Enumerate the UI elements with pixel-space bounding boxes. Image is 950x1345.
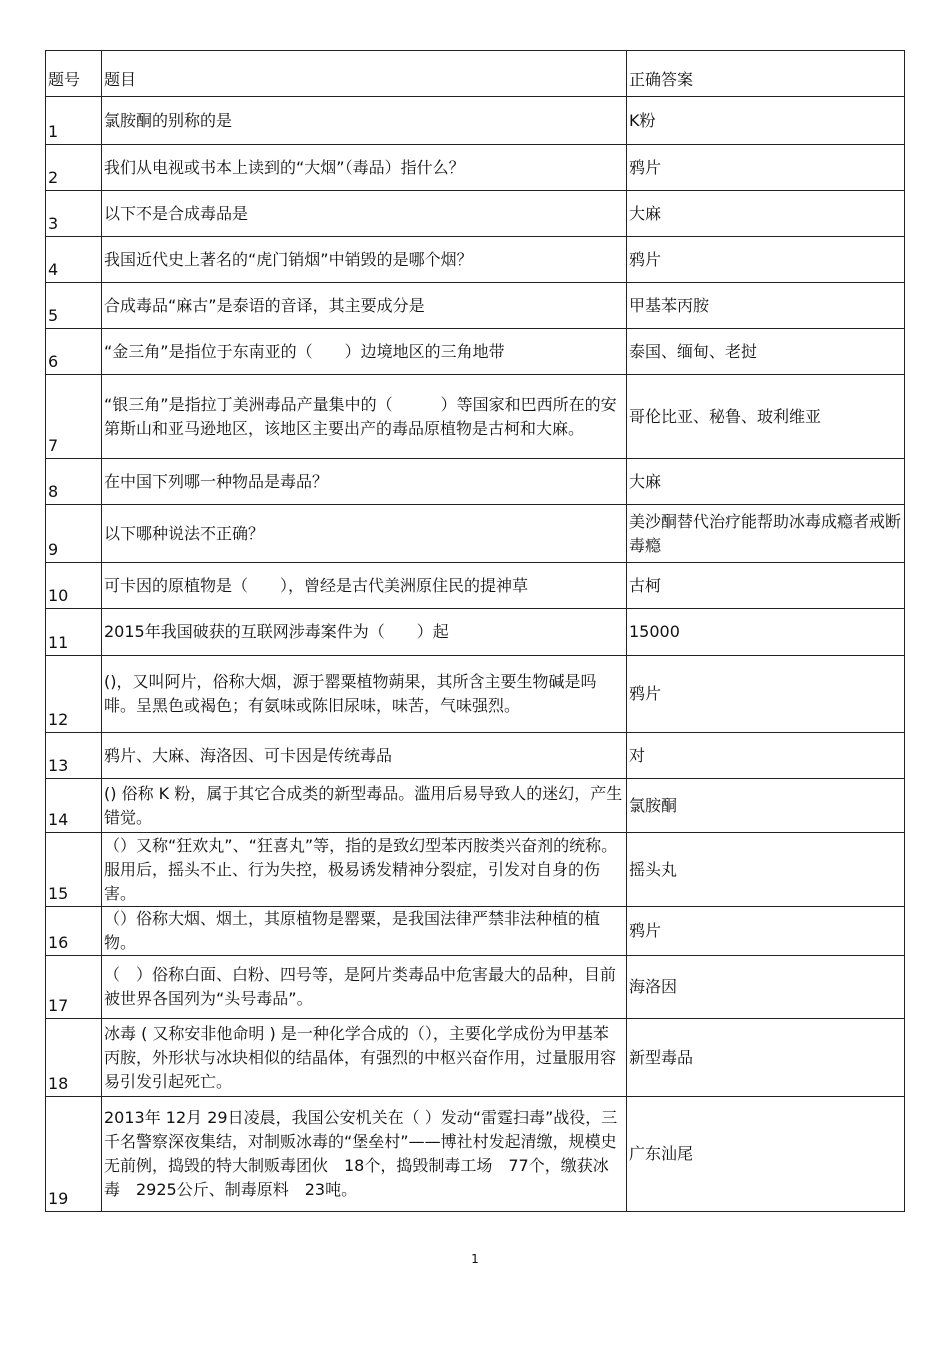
row-question: 我国近代史上著名的“虎门销烟”中销毁的是哪个烟？: [102, 237, 627, 283]
row-question: 可卡因的原植物是（ ），曾经是古代美洲原住民的提神草: [102, 563, 627, 609]
row-question: 鸦片、大麻、海洛因、可卡因是传统毒品: [102, 733, 627, 779]
row-answer: 摇头丸: [627, 833, 905, 907]
row-answer: 广东汕尾: [627, 1097, 905, 1212]
table-row: [46, 329, 905, 375]
row-question: ()，又叫阿片，俗称大烟，源于罂粟植物蒴果，其所含主要生物碱是吗啡。呈黑色或褐色；有氨味或陈旧尿味，味苦，气味强烈。: [102, 656, 627, 733]
table-row: [46, 609, 905, 656]
row-number: 13: [46, 733, 102, 779]
page-number: 1: [471, 1252, 479, 1266]
row-number: 8: [46, 459, 102, 505]
row-number: 10: [46, 563, 102, 609]
row-question: （）俗称大烟、烟土，其原植物是罂粟，是我国法律严禁非法种植的植物。: [102, 907, 627, 956]
row-number: 9: [46, 505, 102, 563]
row-number: 2: [46, 145, 102, 191]
row-answer: 鸦片: [627, 237, 905, 283]
table-row: [46, 779, 905, 833]
row-answer: 鸦片: [627, 656, 905, 733]
row-number: 1: [46, 97, 102, 145]
row-number: 12: [46, 656, 102, 733]
row-number: 19: [46, 1097, 102, 1212]
row-number: 11: [46, 609, 102, 656]
row-answer: 氯胺酮: [627, 779, 905, 833]
table-header-row: [46, 51, 905, 97]
row-answer: 大麻: [627, 191, 905, 237]
header-number: 题号: [46, 51, 102, 97]
quiz-table: [45, 50, 905, 1212]
row-number: 18: [46, 1019, 102, 1097]
row-question: “金三角”是指位于东南亚的（ ）边境地区的三角地带: [102, 329, 627, 375]
row-number: 7: [46, 375, 102, 459]
row-question: （ ）俗称白面、白粉、四号等，是阿片类毒品中危害最大的品种，目前被世界各国列为“头号毒品”。: [102, 956, 627, 1019]
row-question: 我们从电视或书本上读到的“大烟”（毒品）指什么？: [102, 145, 627, 191]
table-row: [46, 145, 905, 191]
row-question: “银三角”是指拉丁美洲毒品产量集中的（ ）等国家和巴西所在的安第斯山和亚马逊地区，该地区主要出产的毒品原植物是古柯和大麻。: [102, 375, 627, 459]
row-answer: 大麻: [627, 459, 905, 505]
row-answer: 新型毒品: [627, 1019, 905, 1097]
row-number: 15: [46, 833, 102, 907]
table-row: [46, 656, 905, 733]
row-question: 以下哪种说法不正确？: [102, 505, 627, 563]
table-row: [46, 907, 905, 956]
table-row: [46, 375, 905, 459]
row-number: 17: [46, 956, 102, 1019]
row-answer: 对: [627, 733, 905, 779]
row-answer: K粉: [627, 97, 905, 145]
table-row: [46, 283, 905, 329]
row-number: 5: [46, 283, 102, 329]
table-row: [46, 1097, 905, 1212]
row-answer: 甲基苯丙胺: [627, 283, 905, 329]
row-number: 3: [46, 191, 102, 237]
table-row: [46, 505, 905, 563]
row-number: 4: [46, 237, 102, 283]
table-row: [46, 733, 905, 779]
row-number: 14: [46, 779, 102, 833]
table-row: [46, 97, 905, 145]
table-row: [46, 191, 905, 237]
table-row: [46, 833, 905, 907]
row-number: 6: [46, 329, 102, 375]
row-answer: 哥伦比亚、秘鲁、玻利维亚: [627, 375, 905, 459]
row-answer: 古柯: [627, 563, 905, 609]
row-question: 2013年 12月 29日凌晨，我国公安机关在（ ）发动“雷霆扫毒”战役，三千名警察深夜集结，对制贩冰毒的“堡垒村”——博社村发起清缴，规模史无前例，捣毁的特大制贩毒团伙 18个，捣毁制毒工场 77个，缴获冰毒 2925公斤、制毒原料 23吨。: [102, 1097, 627, 1212]
row-question: 在中国下列哪一种物品是毒品？: [102, 459, 627, 505]
table-row: [46, 459, 905, 505]
row-question: （）又称“狂欢丸”、“狂喜丸”等，指的是致幻型苯丙胺类兴奋剂的统称。服用后，摇头不止、行为失控，极易诱发精神分裂症，引发对自身的伤害。: [102, 833, 627, 907]
row-number: 16: [46, 907, 102, 956]
table-row: [46, 956, 905, 1019]
row-answer: 15000: [627, 609, 905, 656]
row-answer: 泰国、缅甸、老挝: [627, 329, 905, 375]
header-answer: 正确答案: [627, 51, 905, 97]
row-question: 氯胺酮的别称的是: [102, 97, 627, 145]
table-row: [46, 1019, 905, 1097]
row-question: 2015年我国破获的互联网涉毒案件为（ ）起: [102, 609, 627, 656]
row-question: 冰毒 ( 又称安非他命明 ) 是一种化学合成的（），主要化学成份为甲基苯丙胺，外形状与冰块相似的结晶体，有强烈的中枢兴奋作用，过量服用容易引发引起死亡。: [102, 1019, 627, 1097]
table-row: [46, 237, 905, 283]
row-question: 以下不是合成毒品是: [102, 191, 627, 237]
row-answer: 美沙酮替代治疗能帮助冰毒成瘾者戒断毒瘾: [627, 505, 905, 563]
row-answer: 鸦片: [627, 907, 905, 956]
table-row: [46, 563, 905, 609]
header-question: 题目: [102, 51, 627, 97]
row-question: 合成毒品“麻古”是泰语的音译，其主要成分是: [102, 283, 627, 329]
row-question: () 俗称 K 粉，属于其它合成类的新型毒品。滥用后易导致人的迷幻，产生错觉。: [102, 779, 627, 833]
row-answer: 鸦片: [627, 145, 905, 191]
row-answer: 海洛因: [627, 956, 905, 1019]
